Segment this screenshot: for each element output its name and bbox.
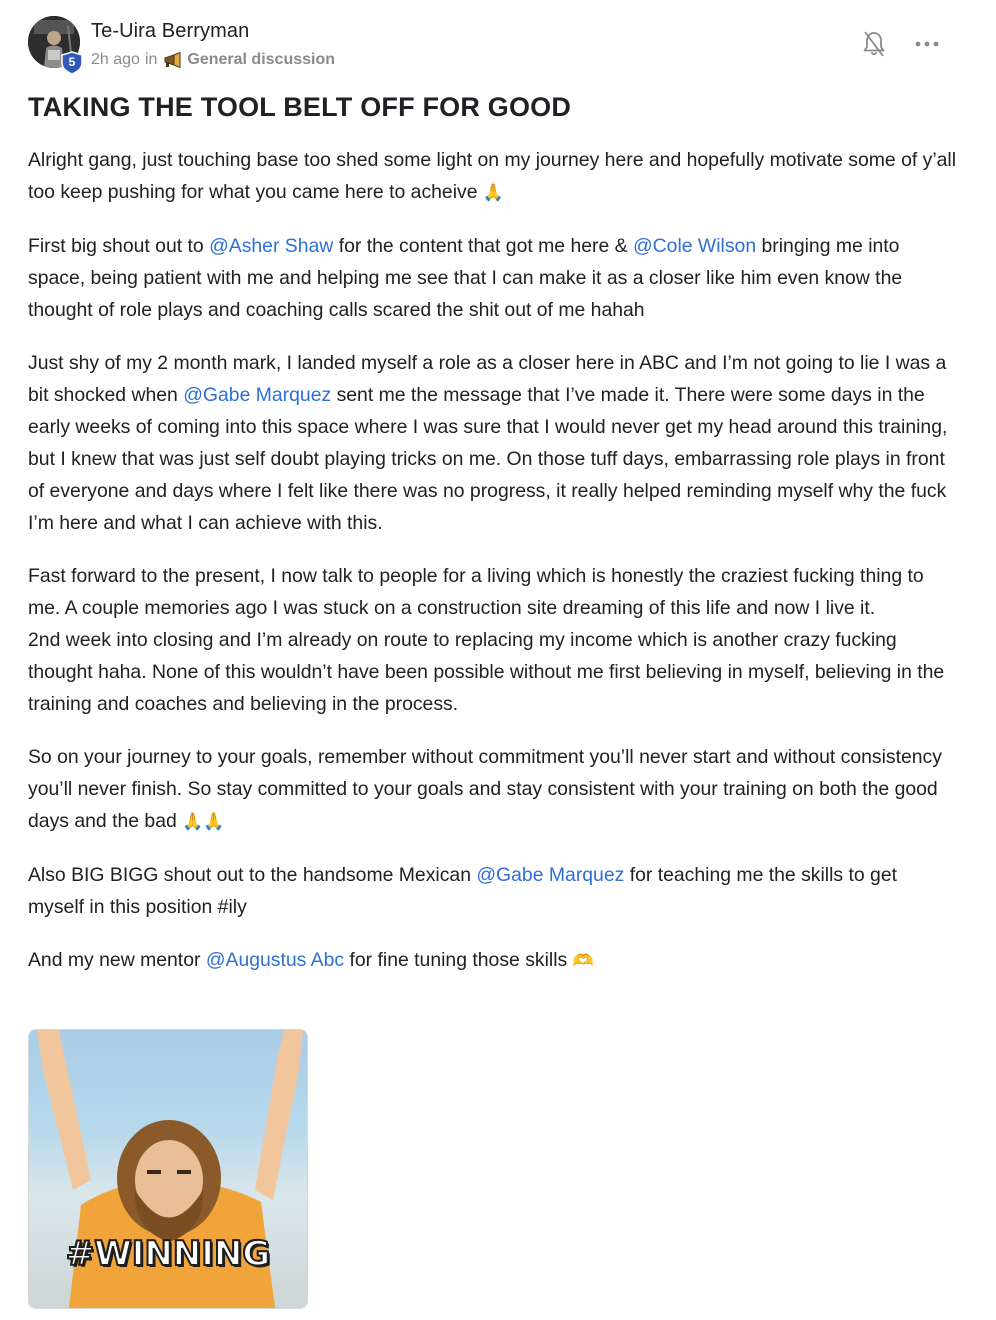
paragraph-1 bbox=[28, 144, 958, 209]
paragraph-2 bbox=[28, 230, 958, 326]
category-link[interactable]: General discussion bbox=[187, 51, 335, 68]
text: Also BIG BIGG shout out to the handsome Mexican bbox=[28, 864, 477, 886]
post-time[interactable]: 2h ago bbox=[91, 51, 140, 68]
paragraph-7 bbox=[28, 944, 958, 977]
mention-link[interactable]: @Augustus Abc bbox=[205, 949, 345, 971]
text: for fine tuning those skills bbox=[344, 949, 573, 971]
post-title: TAKING THE TOOL BELT OFF FOR GOOD bbox=[28, 92, 572, 122]
text: 2nd week into closing and I’m already on route to replacing my income which is another crazy fucking thought haha. None of this wouldn’t have been possible without me first believing in myself, believing in the training and coaches and believing in the process. bbox=[28, 629, 945, 715]
heart-hands-emoji: 🫶 bbox=[572, 951, 594, 971]
meta-in-text: in bbox=[144, 51, 158, 68]
mention-link[interactable]: @Gabe Marquez bbox=[476, 864, 625, 886]
bell-off-icon[interactable] bbox=[861, 30, 887, 58]
text: First big shout out to bbox=[28, 235, 210, 257]
more-horizontal-icon[interactable] bbox=[913, 36, 941, 50]
gif-caption: #WINNING bbox=[65, 1234, 271, 1274]
paragraph-3 bbox=[28, 347, 958, 539]
text: Alright gang, just touching base too shed some light on my journey here and hopefully motivate some of y’all too keep pushing for what you came here to acheive bbox=[28, 149, 957, 203]
text: Fast forward to the present, I now talk to people for a living which is honestly the craziest fucking thing to me. A couple memories ago I was stuck on a construction site dreaming of this life and now I live it. bbox=[28, 565, 924, 619]
praying-hands-emoji: 🙏🙏 bbox=[182, 812, 225, 832]
author-avatar-group[interactable] bbox=[28, 16, 80, 70]
author-name[interactable]: Te-Uira Berryman bbox=[91, 20, 250, 42]
winning-gif[interactable] bbox=[28, 1029, 308, 1309]
mention-link[interactable]: @Gabe Marquez bbox=[183, 384, 332, 406]
text: for teaching me the skills to get myself in this position #ily bbox=[28, 864, 898, 918]
level-number: 5 bbox=[68, 55, 76, 69]
text: sent me the message that I’ve made it. There were some days in the early weeks of coming into this space where I was sure that I would never get my head around this training, but I knew that was just self doubt playing tricks on me. On those tuff days, embarrassing role plays in front of everyone and days where I felt like there was no progress, it really helped reminding myself why the fuck I’m here and what I can achieve with this. bbox=[28, 384, 948, 534]
text: So on your journey to your goals, remember without commitment you’ll never start and without consistency you’ll never finish. So stay committed to your goals and stay consistent with your training on both the good days and the bad bbox=[28, 746, 942, 832]
text: And my new mentor bbox=[28, 949, 206, 971]
paragraph-6 bbox=[28, 859, 958, 923]
text: Just shy of my 2 month mark, I landed myself a role as a closer here in ABC and I’m not going to lie I was a bit shocked when bbox=[28, 352, 947, 406]
post-body bbox=[28, 144, 958, 998]
text: bringing me into space, being patient with me and helping me see that I can make it as a closer like him even know the thought of role plays and coaching calls scared the shit out of me hahah bbox=[28, 235, 903, 321]
mention-link[interactable]: @Cole Wilson bbox=[632, 235, 757, 257]
paragraph-4 bbox=[28, 560, 958, 720]
text: for the content that got me here & bbox=[333, 235, 633, 257]
level-badge bbox=[61, 51, 83, 75]
mention-link[interactable]: @Asher Shaw bbox=[209, 235, 334, 257]
paragraph-5 bbox=[28, 741, 958, 838]
megaphone-icon bbox=[163, 52, 183, 68]
post-meta bbox=[91, 51, 335, 69]
praying-hands-emoji: 🙏 bbox=[482, 183, 505, 203]
